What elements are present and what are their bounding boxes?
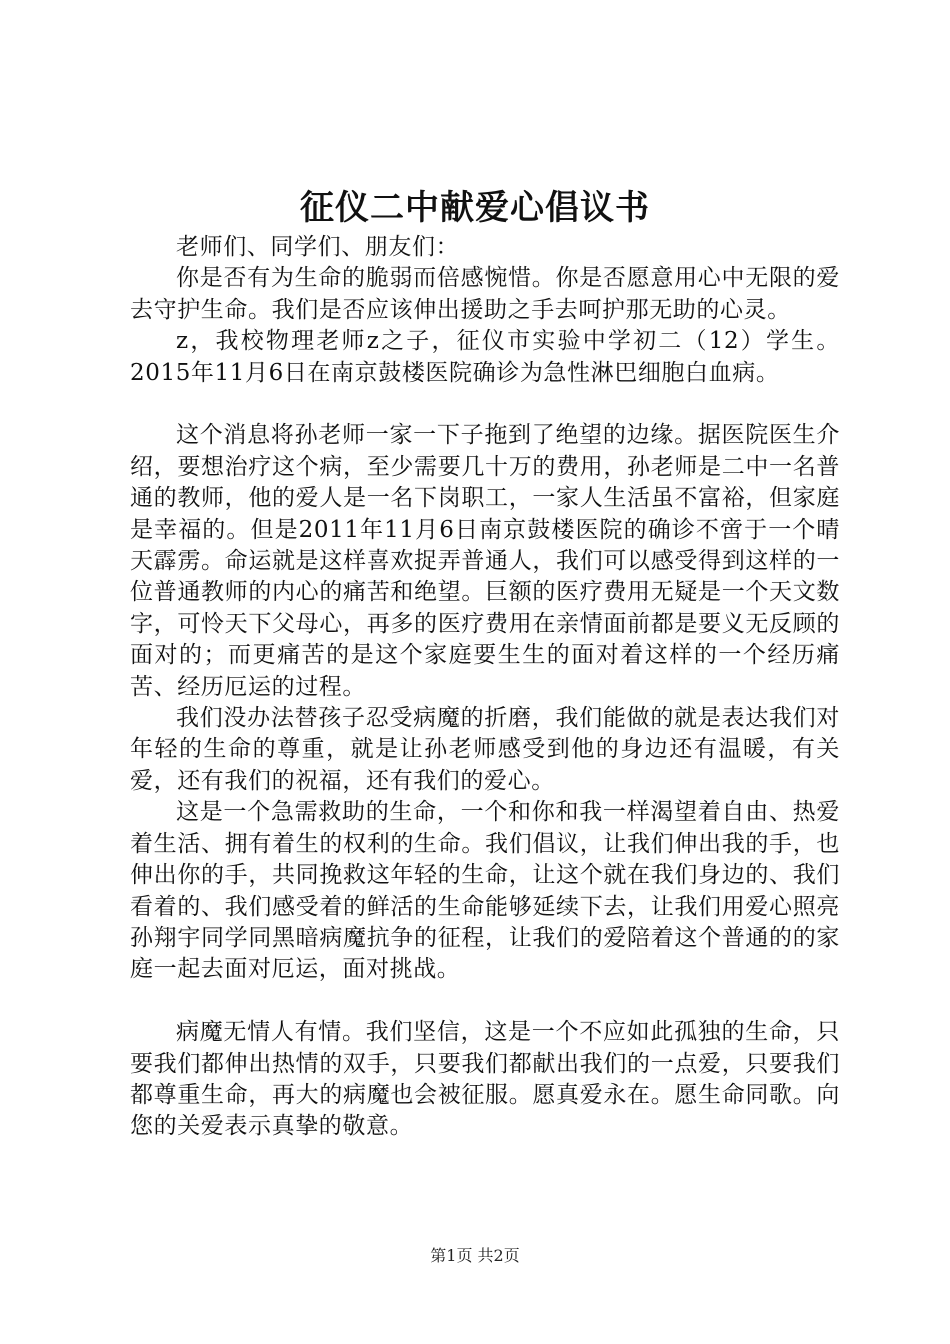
page-indicator: 第1页 共2页 [430, 1246, 520, 1265]
paragraph-closing: 病魔无情人有情。我们坚信，这是一个不应如此孤独的生命，只要我们都伸出热情的双手，只要我们都献出我们的一点爱，只要我们都尊重生命，再大的病魔也会被征服。愿真爱永在。愿生命同歌。向您的关爱表示真挚的敬意。 [130, 1019, 840, 1140]
paragraph-student-info: z，我校物理老师z之子，征仪市实验中学初二（12）学生。2015年11月6日在南京鼓楼医院确诊为急性淋巴细胞白血病。 [130, 328, 840, 386]
paragraph-appeal: 这是一个急需救助的生命，一个和你和我一样渴望着自由、热爱着生活、拥有着生的权利的生命。我们倡议，让我们伸出我的手，也伸出你的手，共同挽救这年轻的生命，让这个就在我们身边的、我们看着的、我们感受着的鲜活的生命能够延续下去，让我们用爱心照亮孙翔宇同学同黑暗病魔抗争的征程，让我们的爱陪着这个普通的的家庭一起去面对厄运，面对挑战。 [130, 799, 840, 983]
paragraph-respect: 我们没办法替孩子忍受病魔的折磨，我们能做的就是表达我们对年轻的生命的尊重，就是让孙老师感受到他的身边还有温暖，有关爱，还有我们的祝福，还有我们的爱心。 [130, 705, 840, 794]
paragraph-family-situation: 这个消息将孙老师一家一下子拖到了绝望的边缘。据医院医生介绍，要想治疗这个病，至少需要几十万的费用，孙老师是二中一名普通的教师，他的爱人是一名下岗职工，一家人生活虽不富裕，但家庭是幸福的。但是2011年11月6日南京鼓楼医院的确诊不啻于一个晴天霹雳。命运就是这样喜欢捉弄普通人，我们可以感受得到这样的一位普通教师的内心的痛苦和绝望。巨额的医疗费用无疑是一个天文数字，可怜天下父母心，再多的医疗费用在亲情面前都是要义无反顾的面对的；而更痛苦的是这个家庭要生生的面对着这样的一个经历痛苦、经历厄运的过程。 [130, 422, 840, 700]
document-body [130, 232, 840, 1143]
document-title: 征仪二中献爱心倡议书 [300, 188, 650, 228]
paragraph-intro: 你是否有为生命的脆弱而倍感惋惜。你是否愿意用心中无限的爱去守护生命。我们是否应该伸出援助之手去呵护那无助的心灵。 [130, 265, 840, 323]
salutation: 老师们、同学们、朋友们： [176, 234, 460, 260]
